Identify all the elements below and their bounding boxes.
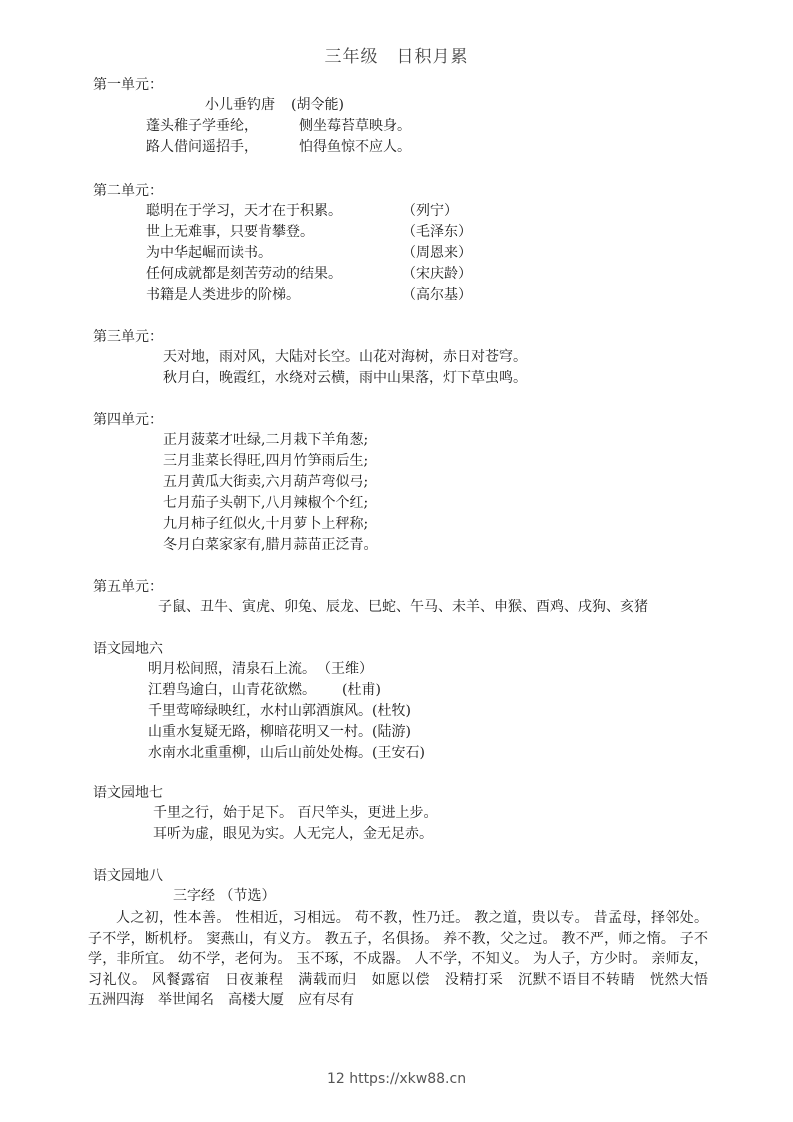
garden7-line: 千里之行，始于足下。 百尺竿头，更进上步。 [153,805,438,821]
unit2-quote: 任何成就都是刻苦劳动的结果。 （宋庆龄） [146,266,472,282]
garden6-line: 千里莺啼绿映红，水村山郭酒旗风。(杜牧) [148,703,411,719]
unit5-zodiac-line: 子鼠、丑牛、寅虎、卯兔、辰龙、巳蛇、午马、未羊、申猴、酉鸡、戌狗、亥猪 [158,599,648,615]
unit4-heading: 第四单元： [93,412,163,428]
unit3-line: 天对地，雨对风，大陆对长空。山花对海树，赤日对苍穹。 [163,349,527,365]
unit4-line: 九月柿子红似火,十月萝卜上秤称; [163,516,369,532]
unit3-heading: 第三单元： [93,329,163,345]
unit1-poem-line: 蓬头稚子学垂纶， 侧坐莓苔草映身。 [146,118,411,134]
unit5-heading: 第五单元： [93,579,163,595]
garden6-heading: 语文园地六 [93,641,163,657]
garden6-line: 明月松间照，清泉石上流。 （王维） [148,661,373,677]
unit4-line: 正月菠菜才吐绿,二月栽下羊角葱; [163,432,369,448]
unit1-poem-author: (胡令能) [291,97,344,113]
unit4-line: 冬月白菜家家有,腊月蒜苗正泛青。 [163,537,378,553]
title-topic: 日积月累 [396,47,469,67]
unit2-quote: 世上无难事，只要肯攀登。 （毛泽东） [146,224,472,240]
garden6-line: 山重水复疑无路，柳暗花明又一村。(陆游) [148,724,411,740]
garden8-heading: 语文园地八 [93,868,163,884]
unit2-quote: 书籍是人类进步的阶梯。 （高尔基） [146,287,472,303]
unit1-heading: 第一单元： [93,77,163,93]
unit2-quote: 为中华起崛而读书。 （周恩来） [146,245,472,261]
unit4-line: 三月韭菜长得旺,四月竹笋雨后生; [163,453,369,469]
page-footer: 12 https://xkw88.cn [326,1071,467,1087]
unit1-poem-line: 路人借问遥招手， 怕得鱼惊不应人。 [146,139,411,155]
garden6-line: 水南水北重重柳，山后山前处处梅。(王安石) [148,745,425,761]
garden8-subtitle: 三字经 （节选） [173,888,276,904]
garden7-heading: 语文园地七 [93,785,163,801]
unit2-quote: 聪明在于学习，天才在于积累。 （列宁） [146,203,458,219]
unit4-line: 五月黄瓜大街卖,六月葫芦弯似弓; [163,474,369,490]
unit1-poem-title-line [205,95,344,115]
garden6-line: 江碧鸟逾白，山青花欲燃。 (杜甫) [148,682,381,698]
unit2-heading: 第二单元： [93,183,163,199]
unit3-line: 秋月白，晚霞红，水绕对云横，雨中山果落，灯下草虫鸣。 [163,370,527,386]
garden7-line: 耳听为虚，眼见为实。人无完人，金无足赤。 [153,826,433,842]
unit4-line: 七月茄子头朝下,八月辣椒个个红; [163,495,369,511]
title-grade: 三年级 [324,47,379,67]
garden8-paragraph: 人之初，性本善。 性相近，习相远。 苟不教，性乃迁。 教之道，贵以专。 昔孟母，择邻处。 子不学，断机杼。 窦燕山，有义方。 教五子，名俱扬。 养不教，父之过。 教不严，师之惰。 子不学，非所宜。 幼不学，老何为。 玉不琢，不成器。 人不学，不知义。 为人子，方少时。 亲师友，习礼仪。 风餐露宿 日夜兼程 满载而归 如愿以偿 没精打采 沉默不语目不转睛 恍然大悟 五洲四海 举世闻名 高楼大厦 应有尽有 [88,910,722,1009]
page-title [0,42,793,67]
unit1-poem-title: 小儿垂钓唐 [205,97,275,113]
